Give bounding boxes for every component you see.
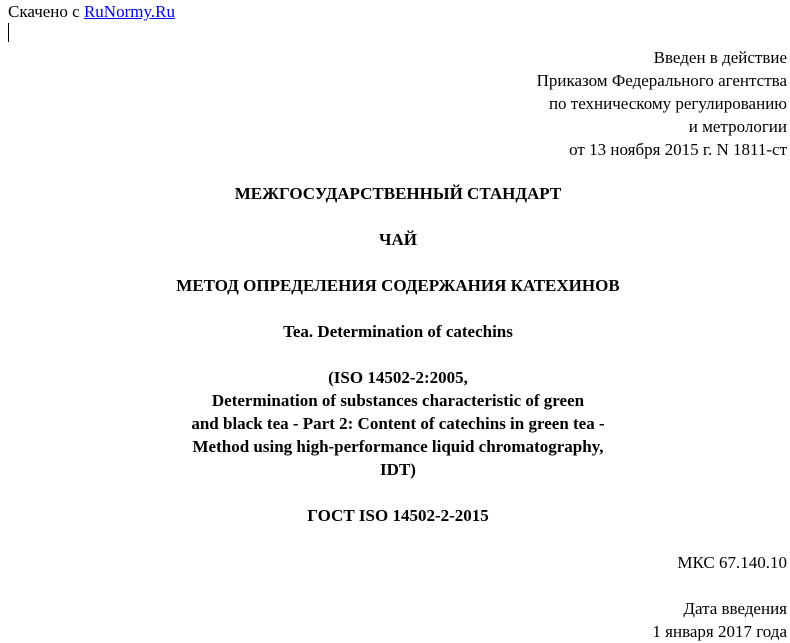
runormy-link[interactable]: RuNormy.Ru: [83, 2, 175, 21]
iso-reference-line-4: Method using high-performance liquid chromatography,: [192, 437, 604, 456]
introduced-line-5: от 13 ноября 2015 г. N 1811-ст: [569, 140, 787, 159]
iso-reference-line-3: and black tea - Part 2: Content of catechins in green tea -: [191, 414, 605, 433]
source-prefix: Скачено с: [8, 2, 84, 21]
iso-reference-block: [0, 366, 790, 481]
introduction-date-value: 1 января 2017 года: [652, 622, 787, 641]
introduced-line-3: по техническому регулированию: [548, 94, 787, 113]
mks-code: МКС 67.140.10: [677, 553, 787, 572]
english-title: Tea. Determination of catechins: [283, 322, 513, 341]
standard-type-heading: МЕЖГОСУДАРСТВЕННЫЙ СТАНДАРТ: [234, 184, 562, 203]
introduction-date-label: Дата введения: [683, 599, 787, 618]
introduction-date-block: [652, 597, 787, 643]
iso-reference-line-2: Determination of substances characteristic of green: [211, 391, 585, 410]
introduced-by-block: [537, 46, 787, 161]
introduced-line-1: Введен в действие: [653, 48, 787, 67]
iso-reference-line-5: IDT): [380, 460, 416, 479]
method-title-heading: МЕТОД ОПРЕДЕЛЕНИЯ СОДЕРЖАНИЯ КАТЕХИНОВ: [176, 276, 620, 295]
source-line: [8, 2, 175, 22]
introduced-line-2: Приказом Федерального агентства: [536, 71, 787, 90]
introduced-line-4: и метрологии: [688, 117, 787, 136]
gost-number-heading: ГОСТ ISO 14502-2-2015: [307, 506, 489, 525]
subject-heading: ЧАЙ: [379, 230, 417, 249]
iso-reference-line-1: (ISO 14502-2:2005,: [328, 368, 468, 387]
text-cursor: [8, 23, 9, 42]
